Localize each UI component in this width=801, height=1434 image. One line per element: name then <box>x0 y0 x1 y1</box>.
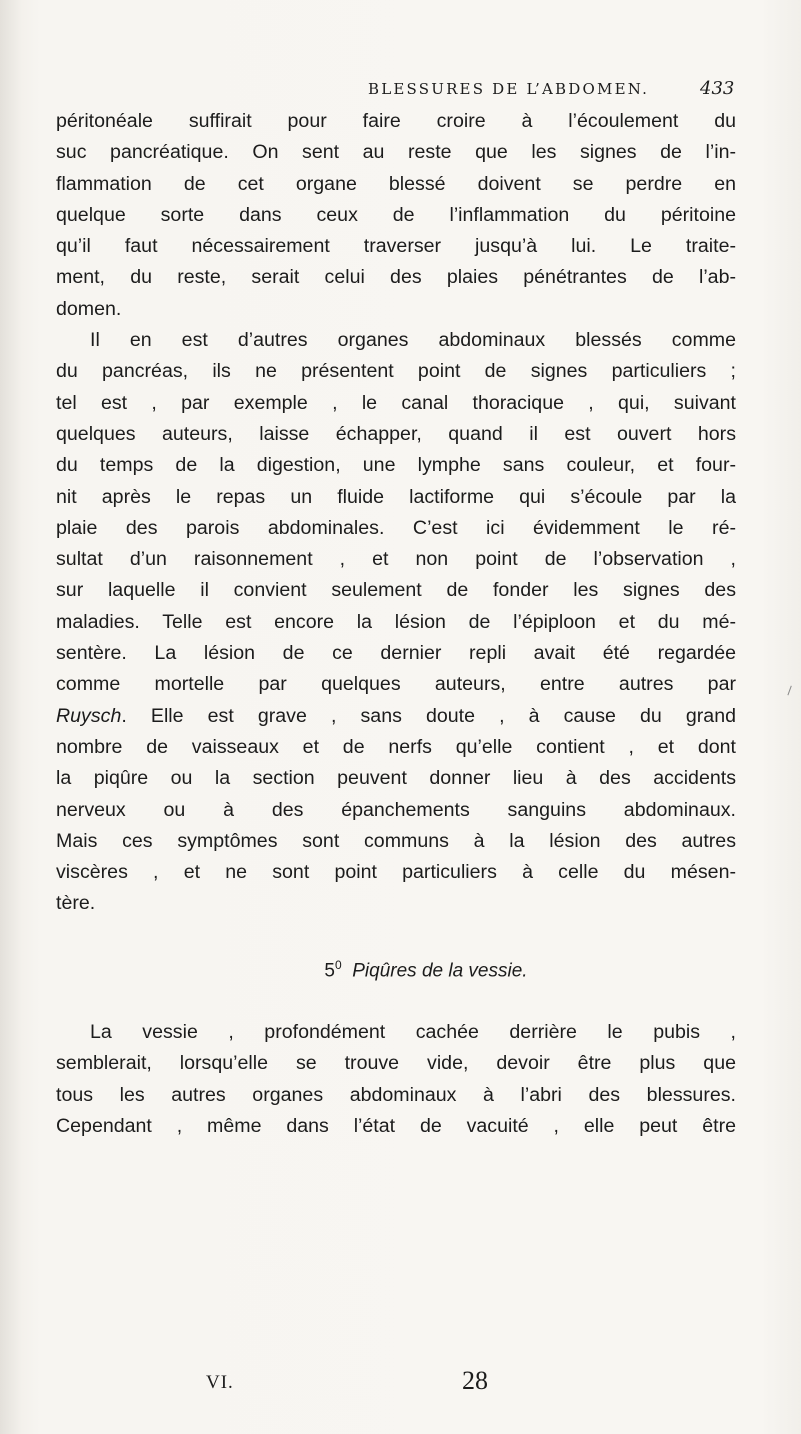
text-line: suc pancréatique. On sent au reste que les signes de l’in- <box>56 141 736 164</box>
text-line: du temps de la digestion, une lymphe sans couleur, et four- <box>56 454 736 477</box>
text-line: du pancréas, ils ne présentent point de signes particuliers ; <box>56 360 736 383</box>
text-line: domen. <box>56 297 122 320</box>
text-line-rest: . Elle est grave , sans doute , à cause du grand <box>121 704 736 727</box>
running-title: BLESSURES DE L’ABDOMEN. <box>368 80 650 98</box>
text-line: quelque sorte dans ceux de l’inflammation du péritoine <box>56 203 736 226</box>
margin-mark <box>787 686 794 697</box>
text-line: qu’il faut nécessairement traverser jusqu’à lui. Le traite- <box>56 235 736 258</box>
text-line: quelques auteurs, laisse échapper, quand il est ouvert hors <box>56 422 736 445</box>
text-line: plaie des parois abdominales. C’est ici évidemment le ré- <box>56 516 736 539</box>
text-line: sur laquelle il convient seulement de fonder les signes des <box>56 579 736 602</box>
text-line: Il en est d’autres organes abdominaux blessés comme <box>90 329 736 352</box>
section-title: Piqûres de la vessie. <box>352 960 528 982</box>
section-degree: 0 <box>335 957 342 972</box>
text-line: nit après le repas un fluide lactiforme qui s’écoule par la <box>56 485 736 508</box>
folio-number: 28 <box>462 1366 488 1395</box>
gutter-shadow <box>0 0 22 1434</box>
body-text <box>56 106 736 1142</box>
text-line: Mais ces symptômes sont communs à la lésion des autres <box>56 829 736 852</box>
text-line: semblerait, lorsqu’elle se trouve vide, devoir être plus que <box>56 1052 736 1075</box>
text-line: tel est , par exemple , le canal thoracique , qui, suivant <box>56 391 736 414</box>
signature-mark: VI. <box>206 1372 234 1393</box>
text-line: péritonéale suffirait pour faire croire à l’écoulement du <box>56 110 736 132</box>
text-line: comme mortelle par quelques auteurs, entre autres par <box>56 673 736 696</box>
text-line: maladies. Telle est encore la lésion de l’épiploon et du mé- <box>56 610 736 633</box>
text-line: viscères , et ne sont point particuliers à celle du mésen- <box>56 861 736 884</box>
text-line: tous les autres organes abdominaux à l’abri des blessures. <box>56 1083 736 1106</box>
text-line-ruysch <box>56 701 736 732</box>
text-line: nombre de vaisseaux et de nerfs qu’elle contient , et dont <box>56 735 736 758</box>
author-name: Ruysch <box>56 704 122 727</box>
page-footer <box>0 1366 801 1398</box>
text-line: flammation de cet organe blessé doivent se perdre en <box>56 172 736 195</box>
text-line: sentère. La lésion de ce dernier repli avait été regardée <box>56 642 736 665</box>
text-line: Cependant , même dans l’état de vacuité , elle peut être <box>56 1114 736 1137</box>
text-line: La vessie , profondément cachée derrière le pubis , <box>90 1021 736 1044</box>
text-line: la piqûre ou la section peuvent donner lieu à des accidents <box>56 767 736 790</box>
page-number: 433 <box>700 78 735 99</box>
text-line: sultat d’un raisonnement , et non point de l’observation , <box>56 548 736 571</box>
text-line: nerveux ou à des épanchements sanguins abdominaux. <box>56 798 736 821</box>
section-number: 5 <box>324 960 335 982</box>
text-line: ment, du reste, serait celui des plaies pénétrantes de l’ab- <box>56 266 736 289</box>
text-line: tère. <box>56 892 96 915</box>
section-heading <box>56 950 736 981</box>
